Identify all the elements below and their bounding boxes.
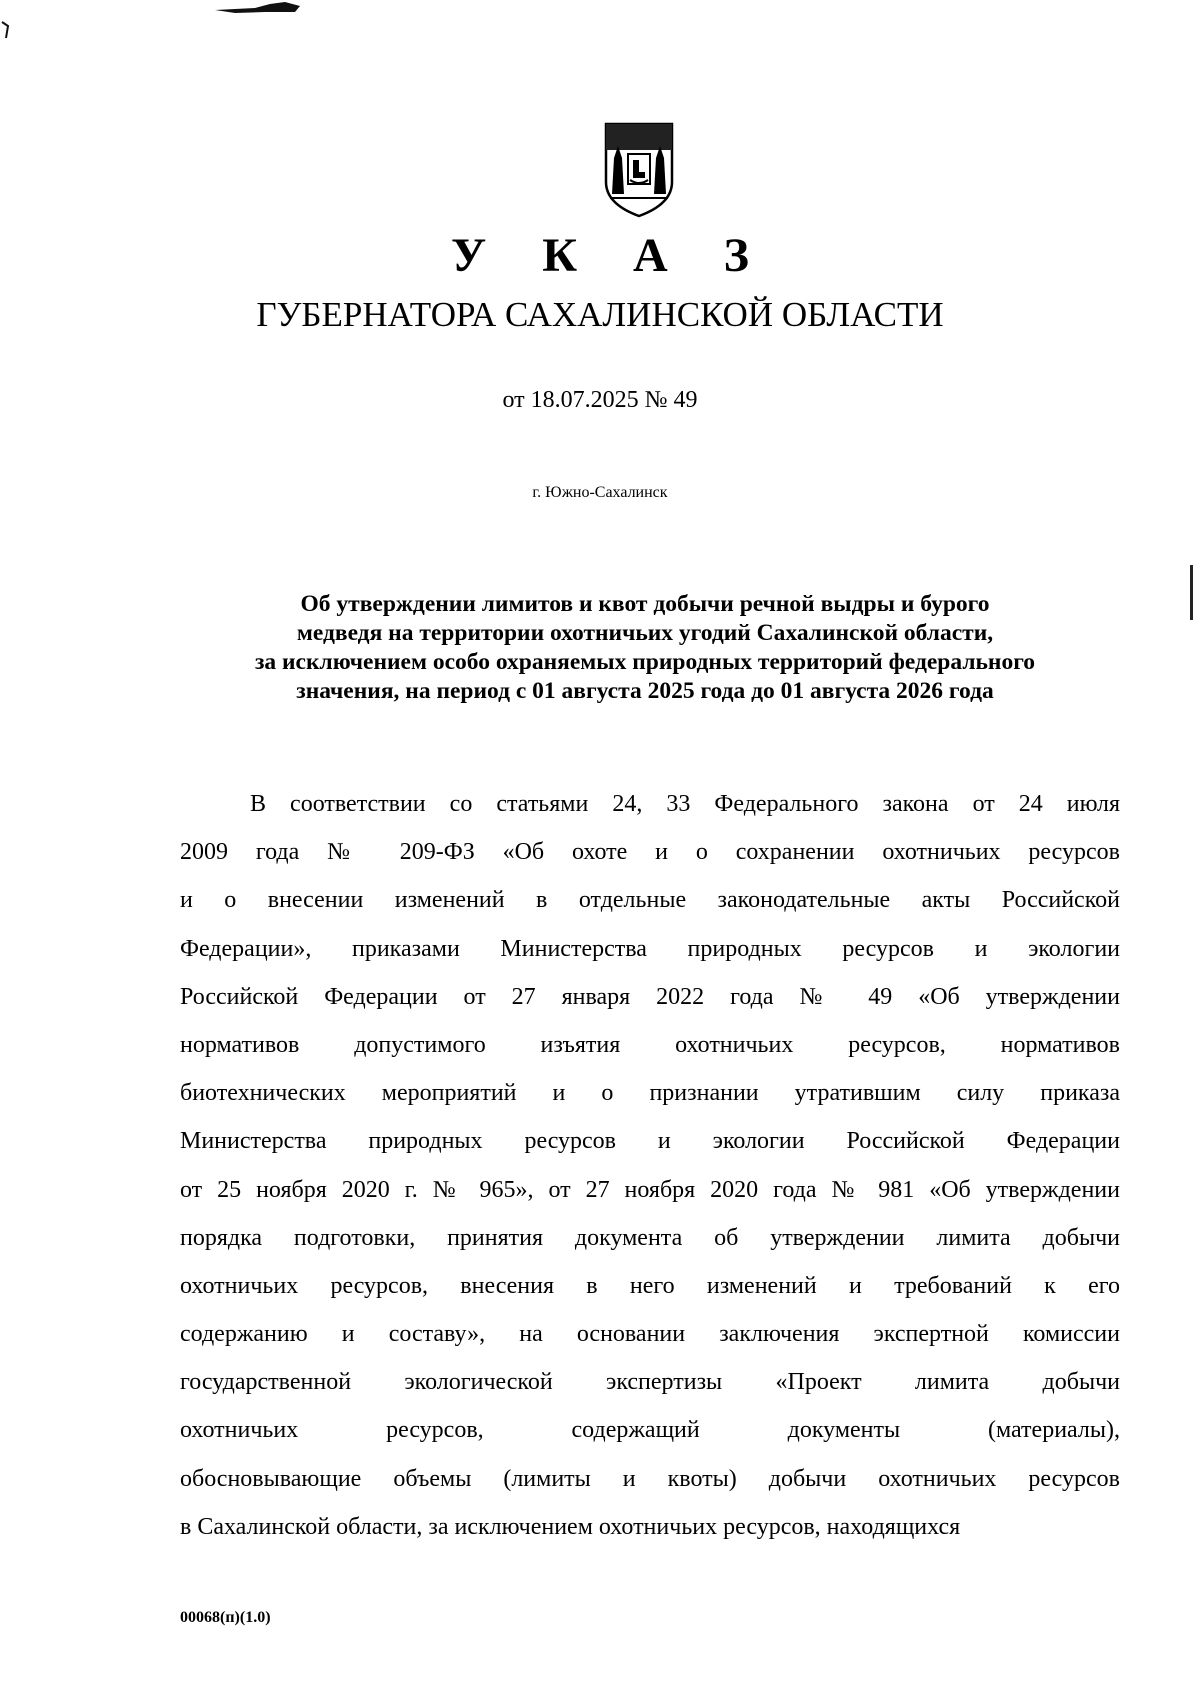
body-line: биотехнических мероприятий и о признании утратившим силу приказа bbox=[180, 1080, 1120, 1107]
body-line: и о внесении изменений в отдельные законодательные акты Российской bbox=[180, 887, 1120, 914]
sakhalin-coat-of-arms-icon bbox=[600, 120, 678, 220]
heading-line: медведя на территории охотничьих угодий Сахалинской области, bbox=[296, 620, 994, 646]
body-line: порядка подготовки, принятия документа об утверждении лимита добычи bbox=[180, 1224, 1120, 1251]
heading-line: за исключением особо охраняемых природных территорий федерального bbox=[254, 649, 1036, 675]
body-line: от 25 ноября 2020 г. № 965», от 27 ноября 2020 года № 981 «Об утверждении bbox=[180, 1176, 1120, 1203]
body-line: Министерства природных ресурсов и экологии Российской Федерации bbox=[180, 1128, 1120, 1155]
body-line: В соответствии со статьями 24, 33 Федерального закона от 24 июля bbox=[250, 791, 1120, 817]
document-city: г. Южно-Сахалинск bbox=[532, 484, 668, 501]
body-line: государственной экологической экспертизы «Проект лимита добычи bbox=[180, 1369, 1120, 1396]
body-line: охотничьих ресурсов, внесения в него изменений и требований к его bbox=[180, 1272, 1120, 1299]
document-title: У К А З bbox=[450, 229, 772, 282]
document-subtitle: ГУБЕРНАТОРА САХАЛИНСКОЙ ОБЛАСТИ bbox=[256, 295, 944, 334]
body-line: Российской Федерации от 27 января 2022 года № 49 «Об утверждении bbox=[180, 983, 1120, 1010]
body-line: охотничьих ресурсов, содержащий документы (материалы), bbox=[180, 1417, 1120, 1444]
form-code: 00068(п)(1.0) bbox=[180, 1609, 271, 1626]
body-line: Федерации», приказами Министерства природных ресурсов и экологии bbox=[180, 935, 1120, 962]
document-body bbox=[180, 780, 1120, 1551]
body-line: обосновывающие объемы (лимиты и квоты) добычи охотничьих ресурсов bbox=[180, 1465, 1120, 1492]
document-date-number: от 18.07.2025 № 49 bbox=[502, 387, 698, 413]
scan-artifact-top bbox=[215, 0, 300, 14]
body-line: нормативов допустимого изъятия охотничьих ресурсов, нормативов bbox=[180, 1031, 1120, 1058]
document-heading bbox=[170, 590, 1120, 706]
body-line: в Сахалинской области, за исключением охотничьих ресурсов, находящихся bbox=[180, 1513, 961, 1540]
body-line: содержанию и составу», на основании заключения экспертной комиссии bbox=[180, 1321, 1120, 1348]
heading-line: значения, на период с 01 августа 2025 года до 01 августа 2026 года bbox=[296, 678, 994, 704]
scan-artifact-left bbox=[0, 20, 14, 40]
heading-line: Об утверждении лимитов и квот добычи речной выдры и бурого bbox=[300, 591, 990, 617]
body-line: 2009 года № 209-ФЗ «Об охоте и о сохранении охотничьих ресурсов bbox=[180, 839, 1120, 866]
scan-artifact-right bbox=[1190, 565, 1193, 620]
